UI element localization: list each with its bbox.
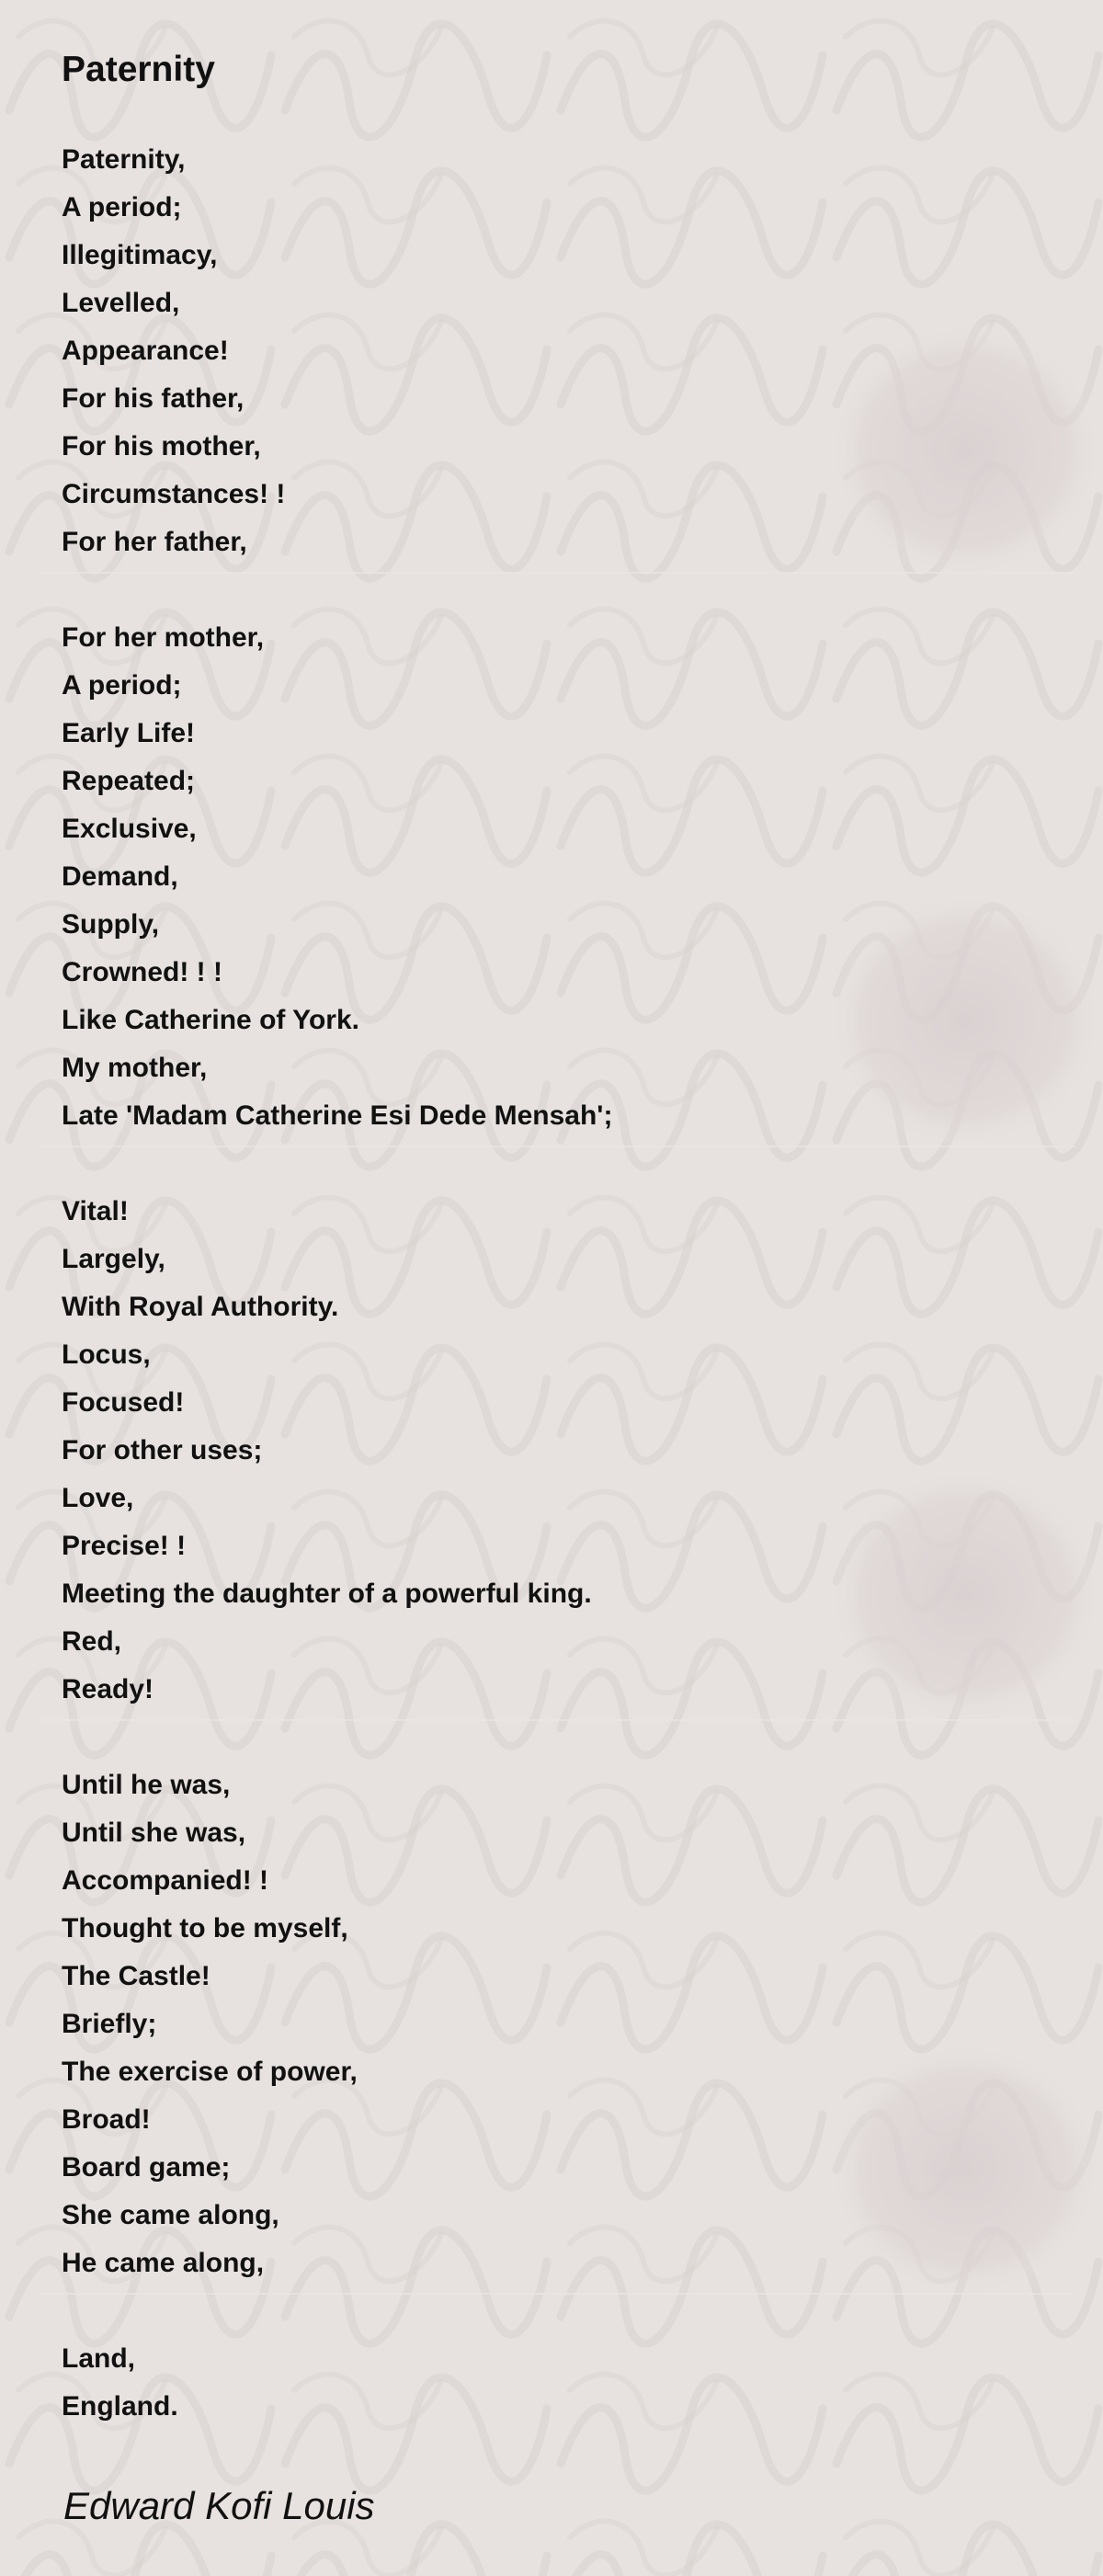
poem-line: Crowned! ! ! xyxy=(62,957,222,987)
poem-line: Briefly; xyxy=(62,2009,157,2039)
poem-line: Locus, xyxy=(62,1339,151,1370)
poem-line: The Castle! xyxy=(62,1961,210,1991)
poem-author: Edward Kofi Louis xyxy=(63,2484,375,2527)
poem-stanza xyxy=(62,2335,612,2431)
poem-line: Early Life! xyxy=(62,718,196,748)
poem-line: For other uses; xyxy=(62,1435,263,1465)
poem-line: Until she was, xyxy=(62,1818,246,1848)
poem-line: With Royal Authority. xyxy=(62,1292,339,1322)
poem-line: Until he was, xyxy=(62,1770,231,1800)
poem-line: For her father, xyxy=(62,527,247,557)
poem-line: Demand, xyxy=(62,861,178,892)
poem-line: Board game; xyxy=(62,2152,231,2183)
poem-line: For his father, xyxy=(62,383,244,414)
poem-stanza xyxy=(62,1761,612,2287)
poem-line: My mother, xyxy=(62,1053,208,1083)
poem-line: A period; xyxy=(62,670,182,701)
poem-line: Supply, xyxy=(62,909,160,940)
poem-line: Love, xyxy=(62,1483,134,1513)
poem-line: Late 'Madam Catherine Esi Dede Mensah'; xyxy=(62,1100,613,1131)
poem-line: Accompanied! ! xyxy=(62,1865,269,1896)
poem-line: Largely, xyxy=(62,1244,165,1274)
poem-line: England. xyxy=(62,2391,178,2422)
poem-line: Circumstances! ! xyxy=(62,479,286,509)
poem-line: Land, xyxy=(62,2343,135,2374)
poem-stanza xyxy=(62,614,612,1140)
poem-line: He came along, xyxy=(62,2248,265,2278)
poem-line: A period; xyxy=(62,192,182,222)
poem-line: Ready! xyxy=(62,1674,154,1704)
poem-stanza xyxy=(62,136,612,566)
poem-line: Meeting the daughter of a powerful king. xyxy=(62,1579,592,1609)
poem-line: Appearance! xyxy=(62,336,229,366)
poem-line: Thought to be myself, xyxy=(62,1913,348,1943)
poem-title: Paternity xyxy=(62,50,215,89)
poem-line: Repeated; xyxy=(62,766,196,796)
poem-line: Paternity, xyxy=(62,144,186,175)
poem-line: Illegitimacy, xyxy=(62,240,218,270)
poem-line: She came along, xyxy=(62,2200,279,2230)
poem-line: Broad! xyxy=(62,2104,151,2135)
poem-line: Red, xyxy=(62,1626,122,1657)
poem-line: Like Catherine of York. xyxy=(62,1005,359,1035)
poem-line: Exclusive, xyxy=(62,814,197,844)
poem-line: Precise! ! xyxy=(62,1531,187,1561)
poem-line: The exercise of power, xyxy=(62,2057,358,2087)
poem-line: Vital! xyxy=(62,1196,129,1226)
poem-line: For her mother, xyxy=(62,622,265,653)
poem-stanza xyxy=(62,1188,612,1714)
poem-body xyxy=(62,136,612,2479)
poem-line: Levelled, xyxy=(62,288,180,318)
poem-line: For his mother, xyxy=(62,431,261,462)
poem-line: Focused! xyxy=(62,1387,185,1418)
